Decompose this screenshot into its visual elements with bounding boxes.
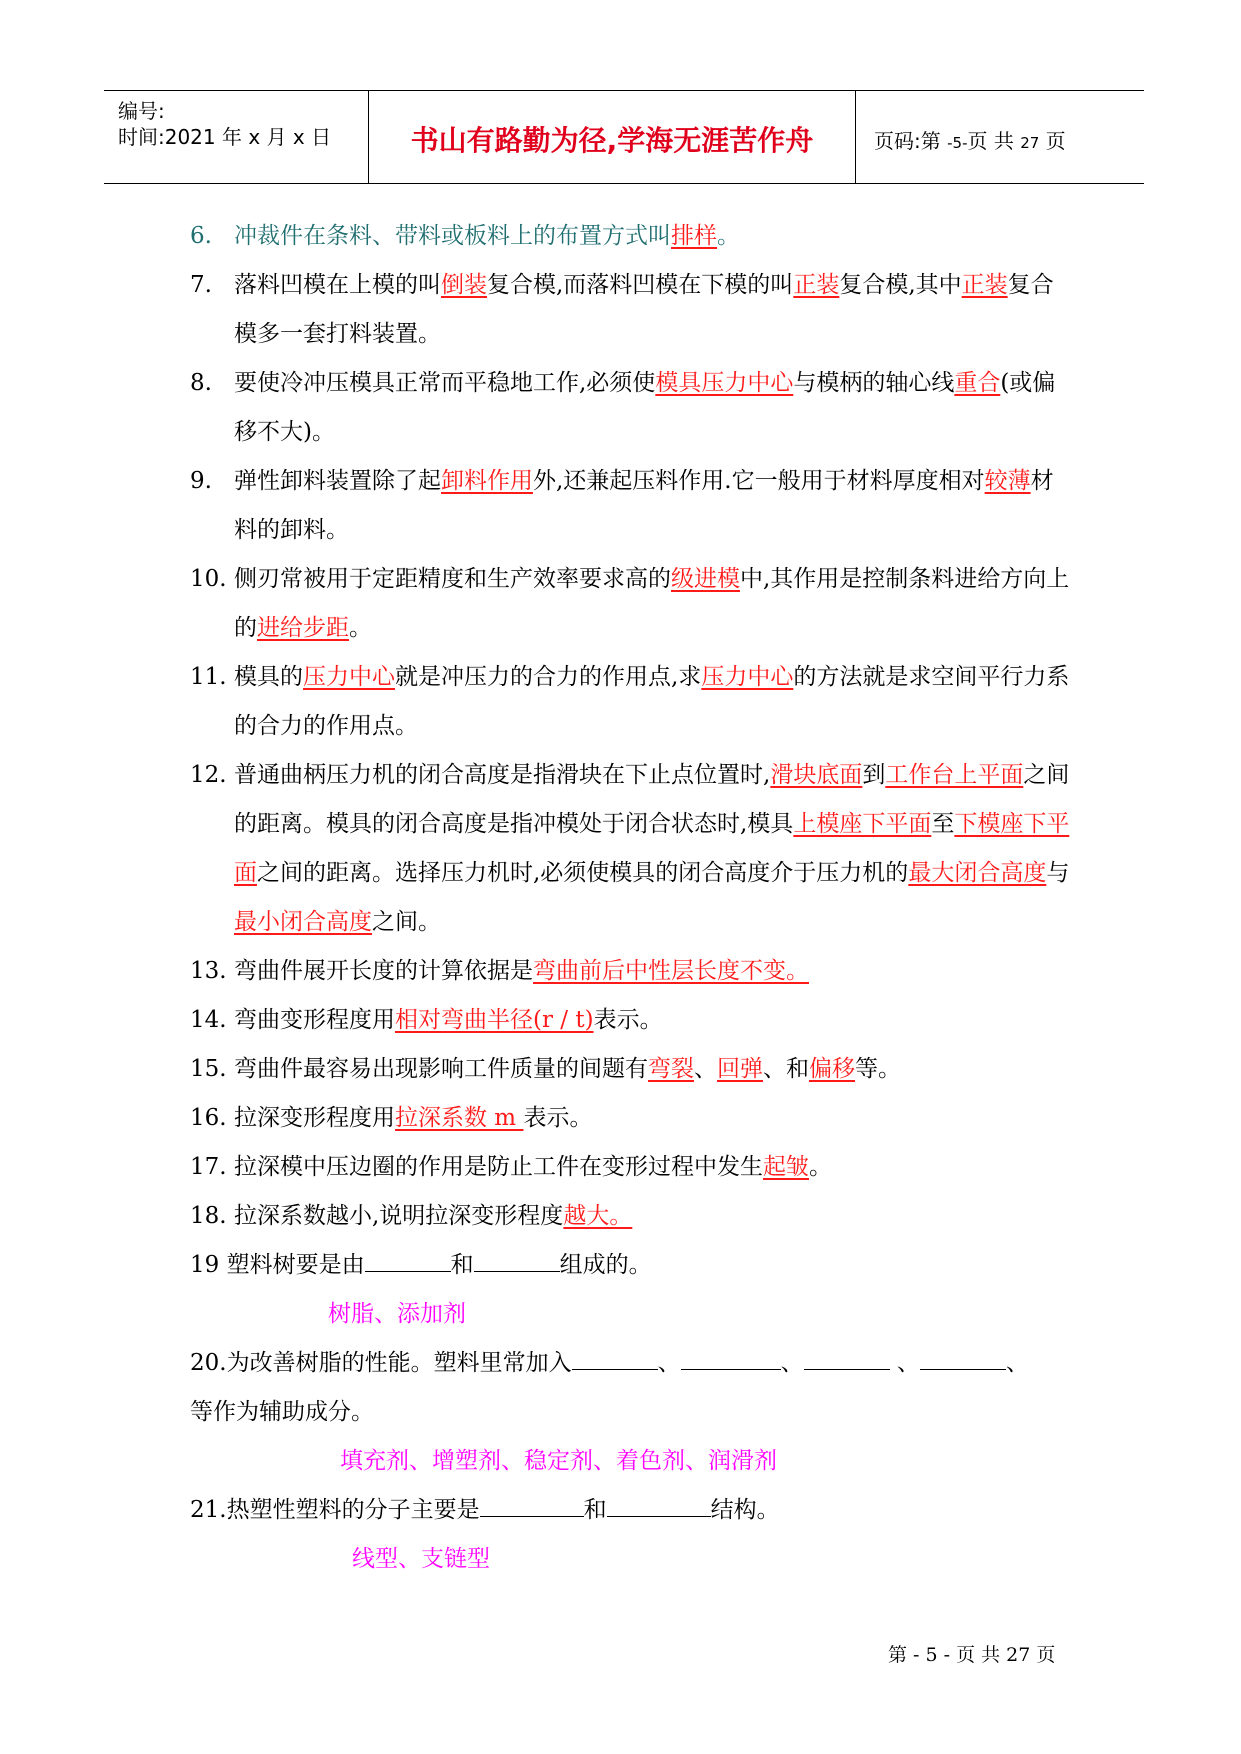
answer-text: 正装: [793, 272, 840, 298]
answer-text: 滑块底面: [770, 762, 863, 788]
fill-blank: [365, 1249, 451, 1272]
answer-text: 倒装: [441, 272, 487, 298]
answer-text: 越大。: [563, 1203, 633, 1229]
answer-text: 较薄: [984, 468, 1031, 494]
handwritten-answer: 树脂、添加剂: [328, 1301, 466, 1327]
question-14: 14. 弯曲变形程度用相对弯曲半径(r / t)表示。: [190, 996, 1070, 1045]
fill-blank: [607, 1494, 711, 1517]
question-number: 14.: [190, 1007, 227, 1033]
question-18: 18. 拉深系数越小,说明拉深变形程度越大。: [190, 1192, 1070, 1241]
question-15: 15. 弯曲件最容易出现影响工件质量的间题有弯裂、回弹、和偏移等。: [190, 1045, 1070, 1094]
question-number: 9.: [190, 468, 212, 494]
fill-blank: [572, 1347, 658, 1370]
answer-text: 进给步距: [257, 615, 349, 641]
question-number: 18.: [190, 1203, 227, 1229]
answer-text: 卸料作用: [441, 468, 533, 494]
question-number: 13.: [190, 958, 227, 984]
header-right-cell: [856, 91, 1144, 183]
question-number: 10.: [190, 566, 227, 592]
question-6: 6. 冲裁件在条料、带料或板料上的布置方式叫排样。: [190, 212, 1070, 261]
question-list: [190, 212, 1070, 1584]
page-header: [104, 90, 1144, 184]
question-11: 11. 模具的压力中心就是冲压力的合力的作用点,求压力中心的方法就是求空间平行力系的合力的作用点。: [190, 653, 1070, 751]
fill-blank: [920, 1347, 1006, 1370]
handwritten-answer: 填充剂、增塑剂、稳定剂、着色剂、润滑剂: [340, 1448, 777, 1474]
fill-blank: [480, 1494, 584, 1517]
fill-blank: [681, 1347, 781, 1370]
question-12: 12. 普通曲柄压力机的闭合高度是指滑块在下止点位置时,滑块底面到工作台上平面之间的距离。模具的闭合高度是指冲模处于闭合状态时,模具上模座下平面至下模座下平面之间的距离。选择压力机时,必须使模具的闭合高度介于压力机的最大闭合高度与最小闭合高度之间。: [190, 751, 1070, 947]
header-left-cell: [104, 91, 369, 183]
question-19: 19 塑料树要是由 和 组成的。: [190, 1241, 1070, 1290]
question-21: 21.热塑性塑料的分子主要是 和 结构。: [190, 1486, 1070, 1535]
answer-text: 工作台上平面: [885, 762, 1024, 788]
answer-text: 相对弯曲半径(r / t): [395, 1007, 594, 1033]
answer-text: 重合: [954, 370, 1001, 396]
answer-text: 起皱: [763, 1154, 809, 1180]
question-20: 20.为改善树脂的性能。塑料里常加入 、 、 、 、 等作为辅助成分。: [190, 1339, 1070, 1437]
page-footer: 第 - 5 - 页 共 27 页: [888, 1644, 1056, 1666]
question-number: 8.: [190, 370, 212, 396]
answer-text: 正装: [961, 272, 1008, 298]
question-number: 6.: [190, 223, 212, 249]
answer-text: 回弹: [717, 1056, 763, 1082]
answer-text: 弯裂: [648, 1056, 694, 1082]
answer-text: 偏移: [809, 1056, 855, 1082]
answer-text: 级进模: [671, 566, 740, 592]
answer-text: 上模座下平面: [793, 811, 932, 837]
answer-text: 模具压力中心: [655, 370, 794, 396]
question-number: 12.: [190, 762, 227, 788]
question-13: 13. 弯曲件展开长度的计算依据是弯曲前后中性层长度不变。: [190, 947, 1070, 996]
question-16: 16. 拉深变形程度用拉深系数 m 表示。: [190, 1094, 1070, 1143]
answer-text: 下模座下平面: [234, 811, 1070, 886]
question-number: 16.: [190, 1105, 227, 1131]
question-17: 17. 拉深模中压边圈的作用是防止工件在变形过程中发生起皱。: [190, 1143, 1070, 1192]
answer-text: 压力中心: [701, 664, 794, 690]
question-10: 10. 侧刃常被用于定距精度和生产效率要求高的级进模中,其作用是控制条料进给方向上的进给步距。: [190, 555, 1070, 653]
answer-text: 弯曲前后中性层长度不变。: [533, 958, 809, 984]
question-number: 7.: [190, 272, 212, 298]
answer-text: 拉深系数 m: [395, 1105, 524, 1131]
fill-blank: [474, 1249, 560, 1272]
answer-text: 排样: [671, 223, 717, 249]
handwritten-answer: 线型、支链型: [352, 1546, 490, 1572]
fill-blank: [804, 1347, 890, 1370]
answer-text: 最小闭合高度: [234, 909, 372, 935]
question-number: 15.: [190, 1056, 227, 1082]
question-9: 9. 弹性卸料装置除了起卸料作用外,还兼起压料作用.它一般用于材料厚度相对较薄材料的卸料。: [190, 457, 1070, 555]
question-8: 8. 要使冷冲压模具正常而平稳地工作,必须使模具压力中心与模柄的轴心线重合(或偏移不大)。: [190, 359, 1070, 457]
answer-text: 压力中心: [303, 664, 395, 690]
question-number: 17.: [190, 1154, 227, 1180]
doc-time-label: 时间:2021 年 x 月 x 日: [118, 125, 332, 149]
question-number: 11.: [190, 664, 227, 690]
header-motto: 书山有路勤为径,学海无涯苦作舟: [410, 124, 814, 157]
doc-code-label: 编号:: [118, 99, 165, 123]
answer-text: 最大闭合高度: [908, 860, 1047, 886]
question-7: 7. 落料凹模在上模的叫倒装复合模,而落料凹模在下模的叫正装复合模,其中正装复合模多一套打料装置。: [190, 261, 1070, 359]
header-center-cell: [369, 91, 856, 183]
header-page-number: 页码:第 -5-页 共 27 页: [874, 129, 1066, 153]
